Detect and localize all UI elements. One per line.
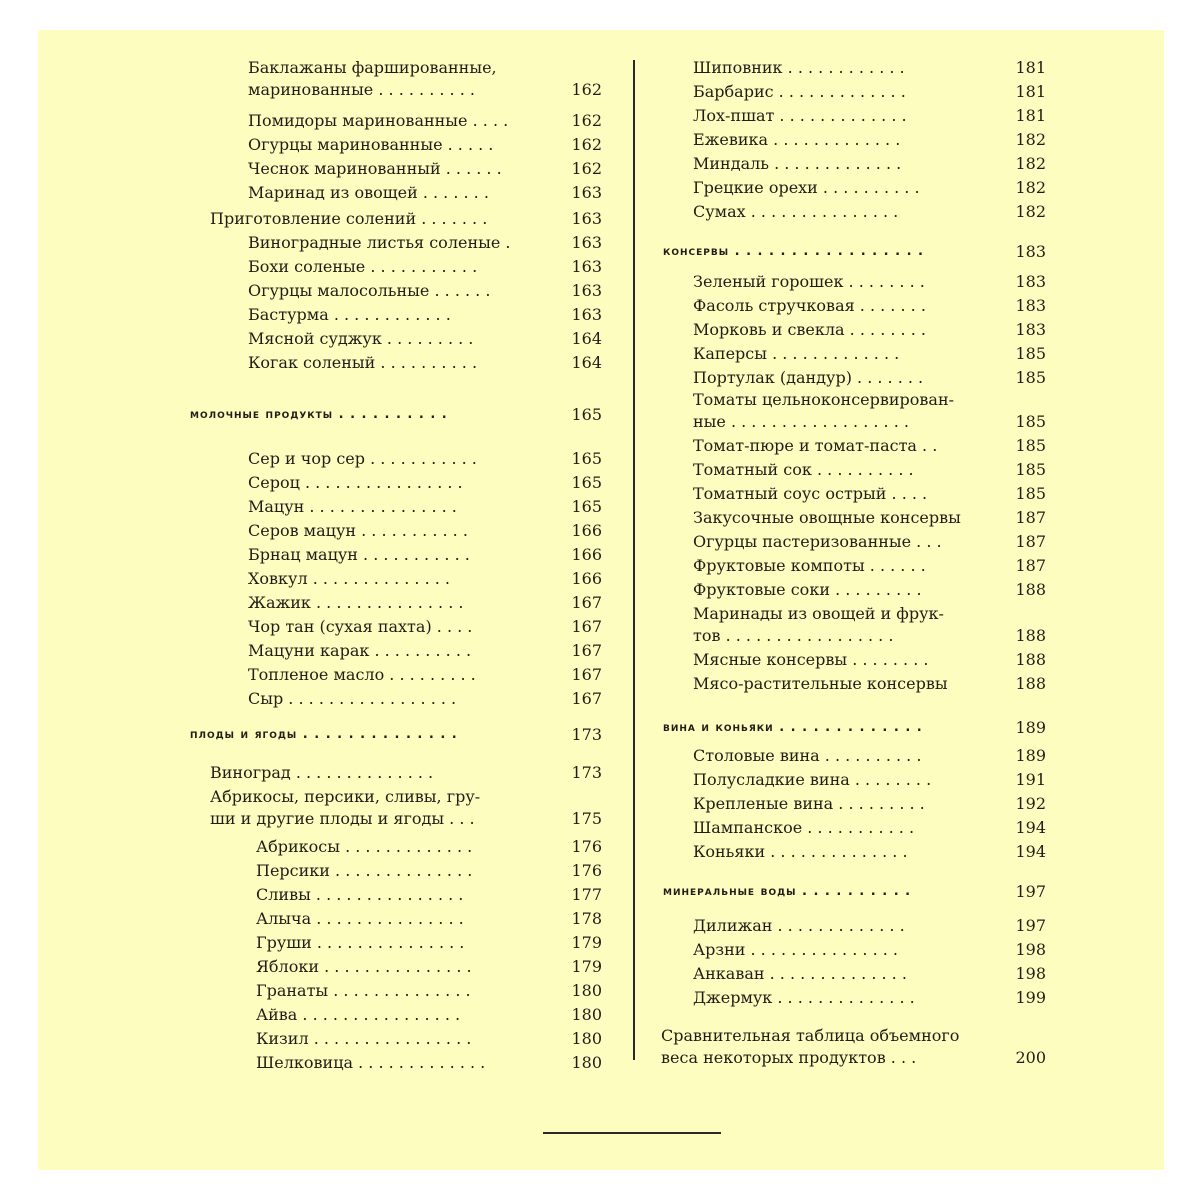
toc-page-number: 164	[571, 353, 602, 372]
toc-page-number: 192	[1015, 794, 1046, 813]
toc-entry	[693, 201, 1046, 223]
toc-entry-title-line: Гранаты . . . . . . . . . . . . . .	[256, 981, 471, 1000]
toc-entry-title-line: Столовые вина . . . . . . . . . .	[693, 746, 922, 765]
toc-entry-title-line: Приготовление солений . . . . . . .	[210, 209, 488, 228]
toc-entry-title-line: Серов мацун . . . . . . . . . . .	[248, 521, 468, 540]
toc-page-number: 198	[1015, 964, 1046, 983]
toc-page-number: 177	[571, 885, 602, 904]
toc-page-number: 173	[571, 725, 602, 744]
toc-page-number: 191	[1015, 770, 1046, 789]
toc-entry	[693, 319, 1046, 341]
toc-page-number: 183	[1015, 272, 1046, 291]
toc-page-number: 185	[1015, 412, 1046, 431]
toc-page-number: 175	[571, 809, 602, 828]
toc-entry-title-line: Томатный сок . . . . . . . . . .	[693, 460, 914, 479]
toc-page-number: 165	[571, 497, 602, 516]
toc-page-number: 185	[1015, 368, 1046, 387]
toc-entry	[248, 256, 602, 278]
toc-entry-title-line: плоды и ягоды . . . . . . . . . . . . . .	[190, 727, 458, 742]
toc-entry-title-line: Чеснок маринованный . . . . . .	[248, 159, 502, 178]
toc-page-number: 197	[1015, 882, 1046, 901]
toc-page-number: 180	[571, 1029, 602, 1048]
toc-entry-title-line: маринованные . . . . . . . . . .	[248, 80, 475, 99]
toc-entry	[693, 105, 1046, 127]
toc-entry-title-line: Кизил . . . . . . . . . . . . . . . .	[256, 1029, 472, 1048]
toc-entry-title-line: Мясные консервы . . . . . . . .	[693, 650, 929, 669]
toc-entry	[248, 182, 602, 204]
toc-page-number: 182	[1015, 154, 1046, 173]
toc-entry	[248, 304, 602, 326]
toc-entry	[693, 841, 1046, 863]
toc-entry	[210, 762, 602, 784]
toc-entry-title-line: веса некоторых продуктов . . .	[661, 1048, 917, 1067]
toc-page-number: 182	[1015, 178, 1046, 197]
toc-entry-title-line: Виноградные листья соленые .	[248, 233, 511, 252]
toc-entry	[693, 603, 1046, 647]
toc-entry-title-line: ши и другие плоды и ягоды . . .	[210, 809, 475, 828]
toc-entry-title-line: Яблоки . . . . . . . . . . . . . . .	[256, 957, 472, 976]
toc-entry	[248, 472, 602, 494]
toc-entry-title-line: Сыр . . . . . . . . . . . . . . . . .	[248, 689, 457, 708]
toc-entry-title-line: Зеленый горошек . . . . . . . .	[693, 272, 925, 291]
toc-entry	[256, 860, 602, 882]
toc-entry-title-line: Чор тан (сухая пахта) . . . .	[248, 617, 473, 636]
toc-entry	[248, 544, 602, 566]
toc-page-number: 167	[571, 665, 602, 684]
toc-entry	[248, 568, 602, 590]
toc-entry-title-line: Томаты цельноконсервирован-	[693, 390, 955, 409]
toc-page-number: 163	[571, 257, 602, 276]
toc-page-number: 200	[1015, 1048, 1046, 1067]
toc-page-number: 187	[1015, 556, 1046, 575]
toc-entry-title-line: Айва . . . . . . . . . . . . . . . .	[256, 1005, 461, 1024]
toc-entry	[248, 592, 602, 614]
toc-page-number: 187	[1015, 532, 1046, 551]
toc-entry-title-line: Дилижан . . . . . . . . . . . . .	[693, 916, 905, 935]
toc-page-number: 183	[1015, 242, 1046, 261]
toc-entry	[248, 496, 602, 518]
toc-entry-title-line: Джермук . . . . . . . . . . . . . .	[693, 988, 915, 1007]
toc-page-number: 181	[1015, 58, 1046, 77]
toc-entry	[248, 134, 602, 156]
toc-entry	[248, 57, 602, 101]
toc-page-number: 199	[1015, 988, 1046, 1007]
toc-page-number: 187	[1015, 508, 1046, 527]
toc-entry	[248, 110, 602, 132]
toc-entry-title-line: Фасоль стручковая . . . . . . .	[693, 296, 926, 315]
toc-page-number: 162	[571, 135, 602, 154]
toc-entry	[693, 793, 1046, 815]
toc-entry-title-line: Шампанское . . . . . . . . . . .	[693, 818, 915, 837]
toc-entry	[256, 884, 602, 906]
toc-entry-title-line: минеральные воды . . . . . . . . . .	[663, 884, 912, 899]
toc-entry-title-line: консервы . . . . . . . . . . . . . . . . .	[663, 244, 924, 259]
toc-entry-title-line: Ховкул . . . . . . . . . . . . . .	[248, 569, 451, 588]
toc-entry-title-line: Миндаль . . . . . . . . . . . . .	[693, 154, 902, 173]
toc-entry-title-line: Крепленые вина . . . . . . . . .	[693, 794, 925, 813]
toc-entry-title-line: Томатный соус острый . . . .	[693, 484, 928, 503]
column-divider	[633, 60, 635, 1060]
toc-entry	[256, 980, 602, 1002]
toc-page-number: 166	[571, 569, 602, 588]
toc-entry	[693, 745, 1046, 767]
toc-entry	[248, 352, 602, 374]
toc-entry-title-line: Мясной суджук . . . . . . . . .	[248, 329, 474, 348]
toc-section-heading	[190, 404, 602, 426]
toc-entry	[256, 932, 602, 954]
toc-entry-title-line: Коньяки . . . . . . . . . . . . . .	[693, 842, 908, 861]
toc-page-number: 166	[571, 521, 602, 540]
toc-page-number: 162	[571, 159, 602, 178]
toc-entry	[256, 836, 602, 858]
toc-entry-title-line: Фруктовые компоты . . . . . .	[693, 556, 926, 575]
toc-entry	[210, 208, 602, 230]
toc-entry-title-line: вина и коньяки . . . . . . . . . . . . .	[663, 720, 923, 735]
toc-page-number: 182	[1015, 202, 1046, 221]
toc-entry-title-line: Мацун . . . . . . . . . . . . . . .	[248, 497, 457, 516]
toc-entry-title-line: Анкаван . . . . . . . . . . . . . .	[693, 964, 907, 983]
toc-entry	[248, 280, 602, 302]
toc-entry	[693, 153, 1046, 175]
toc-page-number: 162	[571, 111, 602, 130]
toc-entry	[693, 579, 1046, 601]
toc-entry-title-line: Груши . . . . . . . . . . . . . . .	[256, 933, 465, 952]
toc-entry-title-line: Огурцы маринованные . . . . .	[248, 135, 494, 154]
toc-entry	[256, 908, 602, 930]
toc-entry-title-line: Закусочные овощные консервы	[693, 508, 961, 527]
toc-page-number: 167	[571, 593, 602, 612]
toc-page-number: 188	[1015, 650, 1046, 669]
toc-page-number: 164	[571, 329, 602, 348]
toc-entry	[693, 295, 1046, 317]
toc-page-number: 167	[571, 617, 602, 636]
toc-entry-title-line: Маринад из овощей . . . . . . .	[248, 183, 489, 202]
toc-entry-title-line: Лох-пшат . . . . . . . . . . . . .	[693, 106, 907, 125]
toc-page-number: 178	[571, 909, 602, 928]
toc-page-number: 167	[571, 689, 602, 708]
toc-page-number: 165	[571, 405, 602, 424]
toc-entry-title-line: Сливы . . . . . . . . . . . . . . .	[256, 885, 464, 904]
toc-entry-title-line: Шелковица . . . . . . . . . . . . .	[256, 1053, 486, 1072]
toc-page-number: 163	[571, 281, 602, 300]
toc-page-number: 188	[1015, 580, 1046, 599]
toc-entry	[256, 1052, 602, 1074]
toc-entry-title-line: Барбарис . . . . . . . . . . . . .	[693, 82, 906, 101]
toc-entry-title-line: Виноград . . . . . . . . . . . . . .	[210, 763, 434, 782]
toc-page-number: 185	[1015, 436, 1046, 455]
book-page	[38, 30, 1164, 1170]
toc-entry-title-line: Когак соленый . . . . . . . . . .	[248, 353, 478, 372]
toc-entry	[693, 817, 1046, 839]
toc-page-number: 166	[571, 545, 602, 564]
toc-entry	[693, 81, 1046, 103]
toc-page-number: 197	[1015, 916, 1046, 935]
toc-page-number: 173	[571, 763, 602, 782]
toc-entry	[693, 915, 1046, 937]
toc-entry-title-line: Абрикосы, персики, сливы, гру-	[210, 787, 481, 806]
toc-page-number: 167	[571, 641, 602, 660]
toc-page-number: 181	[1015, 82, 1046, 101]
toc-page-number: 180	[571, 1053, 602, 1072]
toc-entry	[248, 616, 602, 638]
toc-entry-title-line: Фруктовые соки . . . . . . . . .	[693, 580, 922, 599]
toc-page-number: 180	[571, 981, 602, 1000]
toc-entry	[693, 483, 1046, 505]
toc-entry	[693, 459, 1046, 481]
toc-entry	[693, 987, 1046, 1009]
toc-page-number: 176	[571, 837, 602, 856]
toc-entry-title-line: Жажик . . . . . . . . . . . . . . .	[248, 593, 464, 612]
toc-page-number: 189	[1015, 746, 1046, 765]
toc-page-number: 163	[571, 209, 602, 228]
toc-page-number: 185	[1015, 460, 1046, 479]
toc-entry	[256, 1028, 602, 1050]
toc-entry-title-line: Морковь и свекла . . . . . . . .	[693, 320, 926, 339]
toc-entry	[693, 649, 1046, 671]
toc-entry-title-line: Абрикосы . . . . . . . . . . . . .	[256, 837, 473, 856]
toc-entry-title-line: Сер и чор сер . . . . . . . . . . .	[248, 449, 477, 468]
toc-entry-title-line: Алыча . . . . . . . . . . . . . . .	[256, 909, 464, 928]
toc-entry-title-line: Ежевика . . . . . . . . . . . . .	[693, 130, 901, 149]
toc-page-number: 185	[1015, 484, 1046, 503]
toc-page-number: 182	[1015, 130, 1046, 149]
toc-entry-title-line: Мацуни карак . . . . . . . . . .	[248, 641, 472, 660]
toc-entry	[693, 57, 1046, 79]
toc-entry-title-line: Баклажаны фаршированные,	[248, 58, 497, 77]
toc-entry-title-line: Портулак (дандур) . . . . . . .	[693, 368, 924, 387]
toc-page-number: 179	[571, 957, 602, 976]
toc-entry-title-line: Маринады из овощей и фрук-	[693, 604, 944, 623]
toc-entry-title-line: Бастурма . . . . . . . . . . . .	[248, 305, 451, 324]
toc-page-number: 185	[1015, 344, 1046, 363]
toc-entry	[693, 129, 1046, 151]
toc-entry	[248, 328, 602, 350]
toc-entry	[248, 664, 602, 686]
toc-entry-title-line: Топленое масло . . . . . . . . .	[248, 665, 476, 684]
toc-section-heading	[663, 881, 1046, 903]
toc-page-number: 165	[571, 449, 602, 468]
toc-entry	[693, 769, 1046, 791]
toc-page-number: 194	[1015, 818, 1046, 837]
toc-entry	[693, 389, 1046, 433]
toc-page-number: 163	[571, 233, 602, 252]
toc-entry	[248, 688, 602, 710]
toc-page-number: 183	[1015, 320, 1046, 339]
toc-page-number: 188	[1015, 626, 1046, 645]
toc-entry	[693, 343, 1046, 365]
toc-entry-title-line: Мясо-растительные консервы	[693, 674, 948, 693]
toc-entry	[248, 520, 602, 542]
toc-page-number: 163	[571, 305, 602, 324]
toc-entry-title-line: Огурцы малосольные . . . . . .	[248, 281, 491, 300]
toc-entry	[248, 448, 602, 470]
toc-entry	[693, 531, 1046, 553]
bottom-rule	[543, 1132, 721, 1134]
toc-page-number: 181	[1015, 106, 1046, 125]
toc-entry-title-line: Арзни . . . . . . . . . . . . . . .	[693, 940, 898, 959]
toc-entry	[693, 673, 1046, 695]
toc-entry-title-line: Сероц . . . . . . . . . . . . . . . .	[248, 473, 463, 492]
toc-entry	[693, 555, 1046, 577]
toc-entry	[248, 158, 602, 180]
toc-entry	[693, 939, 1046, 961]
toc-entry-title-line: Сравнительная таблица объемного	[661, 1026, 960, 1045]
toc-section-heading	[663, 241, 1046, 263]
toc-entry-title-line: Шиповник . . . . . . . . . . . .	[693, 58, 905, 77]
toc-entry	[693, 435, 1046, 457]
toc-entry-title-line: тов . . . . . . . . . . . . . . . . .	[693, 626, 894, 645]
toc-entry	[248, 640, 602, 662]
toc-entry	[693, 177, 1046, 199]
toc-entry-title-line: ные . . . . . . . . . . . . . . . . . .	[693, 412, 909, 431]
toc-entry	[693, 271, 1046, 293]
toc-entry	[693, 367, 1046, 389]
toc-entry-title-line: Персики . . . . . . . . . . . . . .	[256, 861, 473, 880]
toc-page-number: 188	[1015, 674, 1046, 693]
toc-entry-title-line: Огурцы пастеризованные . . .	[693, 532, 942, 551]
toc-page-number: 180	[571, 1005, 602, 1024]
toc-entry-title-line: Грецкие орехи . . . . . . . . . .	[693, 178, 920, 197]
toc-entry-title-line: Каперсы . . . . . . . . . . . . .	[693, 344, 900, 363]
toc-page-number: 165	[571, 473, 602, 492]
toc-entry-title-line: Помидоры маринованные . . . .	[248, 111, 509, 130]
toc-entry-title-line: молочные продукты . . . . . . . . . .	[190, 407, 448, 422]
toc-entry	[661, 1025, 1046, 1069]
toc-page-number: 179	[571, 933, 602, 952]
toc-entry-title-line: Бохи соленые . . . . . . . . . . .	[248, 257, 478, 276]
toc-entry-title-line: Полусладкие вина . . . . . . . .	[693, 770, 932, 789]
toc-entry	[256, 956, 602, 978]
toc-page-number: 163	[571, 183, 602, 202]
toc-entry-title-line: Брнац мацун . . . . . . . . . . .	[248, 545, 470, 564]
toc-entry	[693, 963, 1046, 985]
toc-section-heading	[663, 717, 1046, 739]
toc-page-number: 162	[571, 80, 602, 99]
toc-entry-title-line: Сумах . . . . . . . . . . . . . . .	[693, 202, 899, 221]
toc-page-number: 194	[1015, 842, 1046, 861]
toc-page-number: 176	[571, 861, 602, 880]
toc-page-number: 198	[1015, 940, 1046, 959]
toc-page-number: 183	[1015, 296, 1046, 315]
toc-section-heading	[190, 724, 602, 746]
toc-entry	[248, 232, 602, 254]
toc-entry	[693, 507, 1046, 529]
toc-page-number: 189	[1015, 718, 1046, 737]
toc-entry-title-line: Томат-пюре и томат-паста . .	[693, 436, 938, 455]
toc-entry	[210, 786, 602, 830]
toc-entry	[256, 1004, 602, 1026]
